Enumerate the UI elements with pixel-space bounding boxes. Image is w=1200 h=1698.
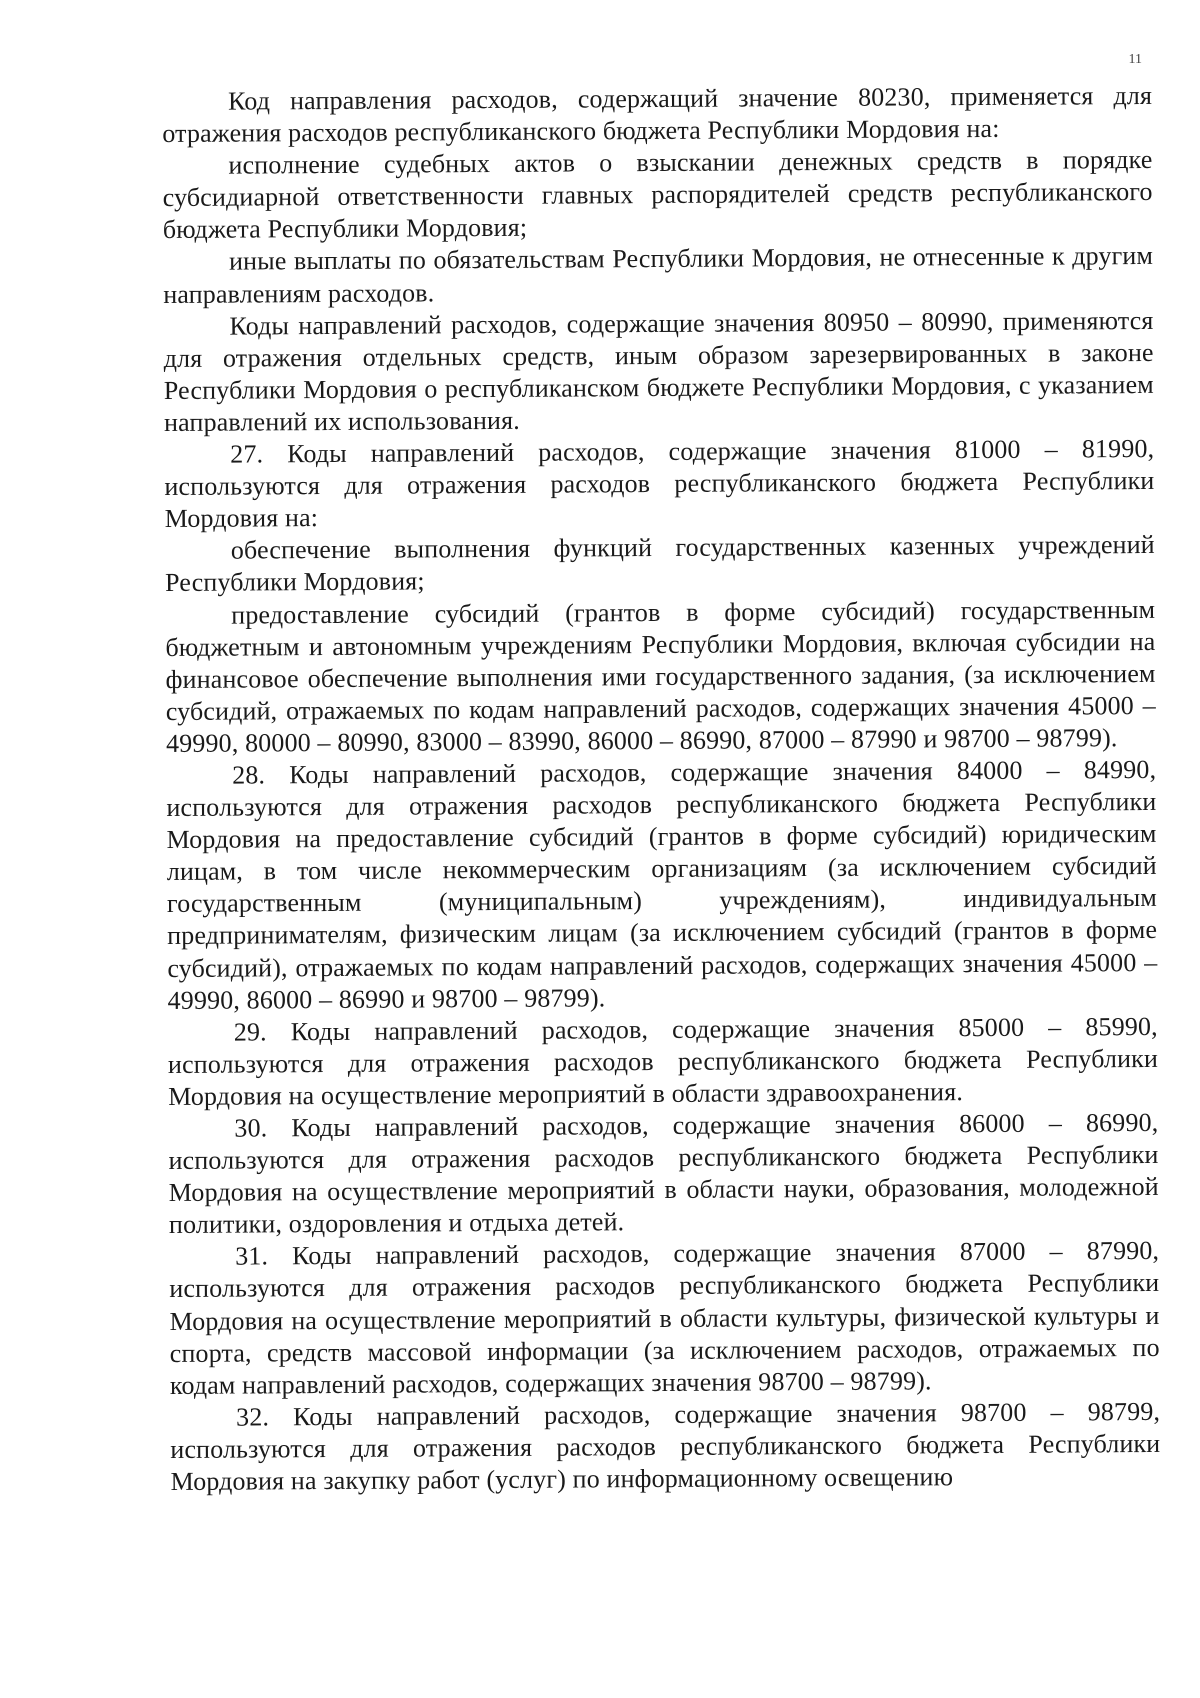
document-body <box>162 80 1161 1498</box>
paragraph-other-payments: иные выплаты по обязательствам Республики Мордовия, не отнесенные к другим направлениям расходов. <box>163 241 1154 309</box>
paragraph-item-32: 32. Коды направлений расходов, содержащие значения 98700 – 98799, используются для отражения расходов республиканского бюджета Республики Мордовия на закупку работ (услуг) по информационному освещению <box>170 1396 1161 1497</box>
paragraph-code-80230: Код направления расходов, содержащий значение 80230, применяется для отражения расходов республиканского бюджета Республики Мордовия на: <box>162 80 1153 149</box>
paragraph-item-30: 30. Коды направлений расходов, содержащие значения 86000 – 86990, используются для отражения расходов республиканского бюджета Республики Мордовия на осуществление мероприятий в области науки, образования, молодежной политики, оздоровления и отдыха детей. <box>168 1107 1159 1240</box>
paragraph-item-29: 29. Коды направлений расходов, содержащие значения 85000 – 85990, используются для отражения расходов республиканского бюджета Республики Мордовия на осуществление мероприятий в области здравоохранения. <box>167 1011 1159 1111</box>
paragraph-court-acts: исполнение судебных актов о взыскании денежных средств в порядке субсидиарной ответственности главных распорядителей средств республиканского бюджета Республики Мордовия; <box>162 145 1153 245</box>
paragraph-institutions-functions: обеспечение выполнения функций государственных казенных учреждений Республики Мордовия; <box>164 530 1155 598</box>
paragraph-item-27: 27. Коды направлений расходов, содержащие значения 81000 – 81990, используются для отражения расходов республиканского бюджета Республики Мордовия на: <box>164 433 1155 534</box>
paragraph-item-31: 31. Коды направлений расходов, содержащие значения 87000 – 87990, используются для отражения расходов республиканского бюджета Республики Мордовия на осуществление мероприятий в области культуры, физической культуры и спорта, средств массовой информации (за исключением расходов, отражаемых по кодам направлений расходов, содержащих значения 98700 – 98799). <box>169 1236 1160 1400</box>
paragraph-item-28: 28. Коды направлений расходов, содержащие значения 84000 – 84990, используются для отражения расходов республиканского бюджета Республики Мордовия на предоставление субсидий (грантов в форме субсидий) юридическим лицам, в том числе некоммерческим организациям (за исключением субсидий государственным (муниципальным) учреждениям), индивидуальным предпринимателям, физическим лицам (за исключением субсидий (грантов в форме субсидий), отражаемых по кодам направлений расходов, содержащих значения 45000 – 49990, 86000 – 86990 и 98700 – 98799). <box>166 754 1158 1015</box>
paragraph-subsidies-institutions: предоставление субсидий (грантов в форме субсидий) государственным бюджетным и автономным учреждениям Республики Мордовия, включая субсидии на финансовое обеспечение выполнения ими государственного задания, (за исключением субсидий, отражаемых по кодам направлений расходов, содержащих значения 45000 – 49990, 80000 – 80990, 83000 – 83990, 86000 – 86990, 87000 – 87990 и 98700 – 98799). <box>165 594 1156 758</box>
page-number: 11 <box>1128 52 1142 67</box>
paragraph-codes-80950-80990: Коды направлений расходов, содержащие значения 80950 – 80990, применяются для отражения отдельных средств, иным образом зарезервированных в законе Республики Мордовия о республиканском бюджете Республики Мордовия, с указанием направлений их использования. <box>163 305 1154 437</box>
